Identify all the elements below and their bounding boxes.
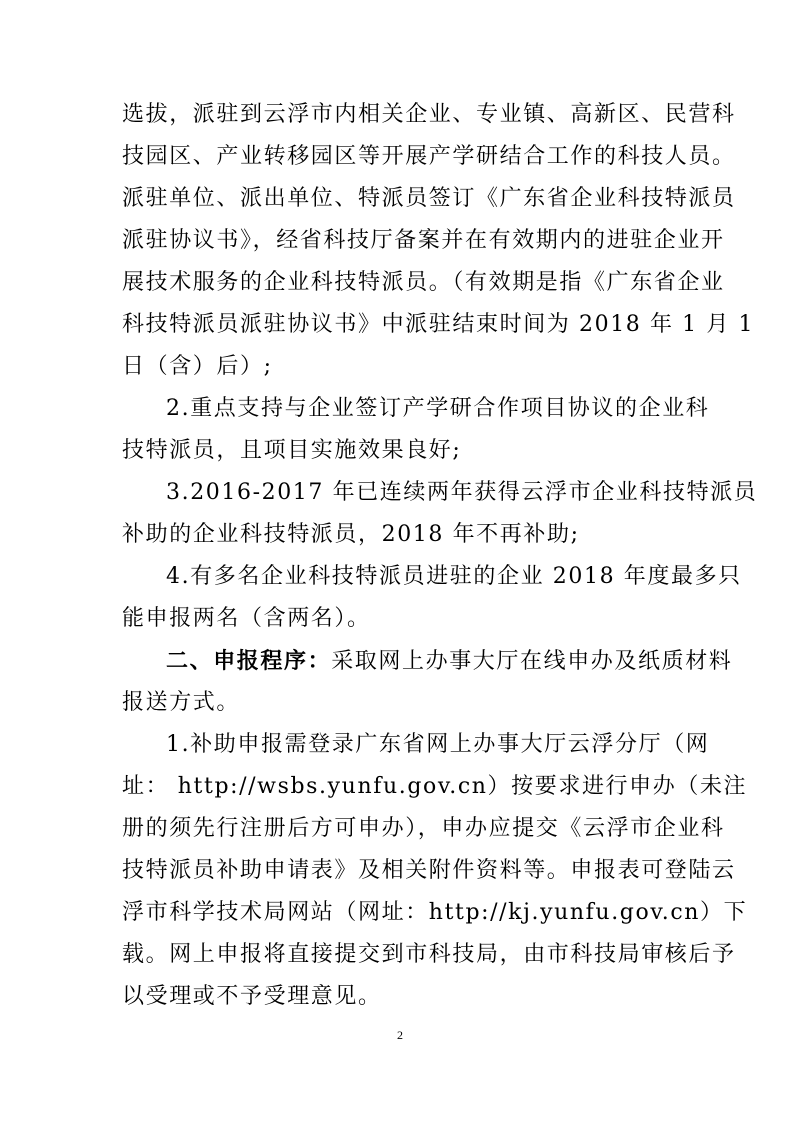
paragraph-1-line-4: 派驻协议书》，经省科技厅备案并在有效期内的进驻企业开	[122, 228, 725, 253]
paragraph-1-line-6: 科技特派员派驻协议书》中派驻结束时间为 2018 年 1 月 1	[122, 312, 755, 337]
section-2-line-1	[166, 646, 733, 677]
procedure-1-line-6: 载。网上申报将直接提交到市科技局，由市科技局审核后予	[122, 942, 736, 967]
procedure-1-line-2: 址： http://wsbs.yunfu.gov.cn）按要求进行申办（未注	[122, 774, 748, 799]
paragraph-1-line-2: 技园区、产业转移园区等开展产学研结合工作的科技人员。	[122, 144, 736, 169]
procedure-1-line-7: 以受理或不予受理意见。	[122, 984, 382, 1009]
paragraph-1-line-5: 展技术服务的企业科技特派员。（有效期是指《广东省企业	[122, 270, 725, 295]
procedure-1-line-5: 浮市科学技术局网站（网址：http://kj.yunfu.gov.cn）下	[122, 900, 748, 925]
item-3-line-2: 补助的企业科技特派员，2018 年不再补助;	[122, 522, 580, 547]
paragraph-1-line-3: 派驻单位、派出单位、特派员签订《广东省企业科技特派员	[122, 186, 736, 211]
section-2-line-2: 报送方式。	[122, 690, 241, 715]
paragraph-1-line-7: 日（含）后）;	[122, 354, 273, 379]
item-2-line-1: 2.重点支持与企业签订产学研合作项目协议的企业科	[166, 396, 710, 421]
procedure-1-line-3: 册的须先行注册后方可申办），申办应提交《云浮市企业科	[122, 816, 725, 841]
section-2-heading: 二、申报程序：	[166, 648, 332, 674]
page-number: 2	[397, 1028, 403, 1042]
procedure-1-line-4: 技特派员补助申请表》及相关附件资料等。申报表可登陆云	[122, 858, 736, 883]
item-4-line-2: 能申报两名（含两名）。	[122, 606, 371, 631]
item-2-line-2: 技特派员，且项目实施效果良好;	[122, 438, 462, 463]
item-4-line-1: 4.有多名企业科技特派员进驻的企业 2018 年度最多只	[166, 564, 742, 589]
procedure-1-line-1: 1.补助申报需登录广东省网上办事大厅云浮分厅（网	[166, 732, 710, 757]
paragraph-1-line-1: 选拔，派驻到云浮市内相关企业、专业镇、高新区、民营科	[122, 102, 736, 127]
item-3-line-1: 3.2016-2017 年已连续两年获得云浮市企业科技特派员	[166, 480, 758, 505]
section-2-line-1-text: 采取网上办事大厅在线申办及纸质材料	[331, 649, 733, 674]
